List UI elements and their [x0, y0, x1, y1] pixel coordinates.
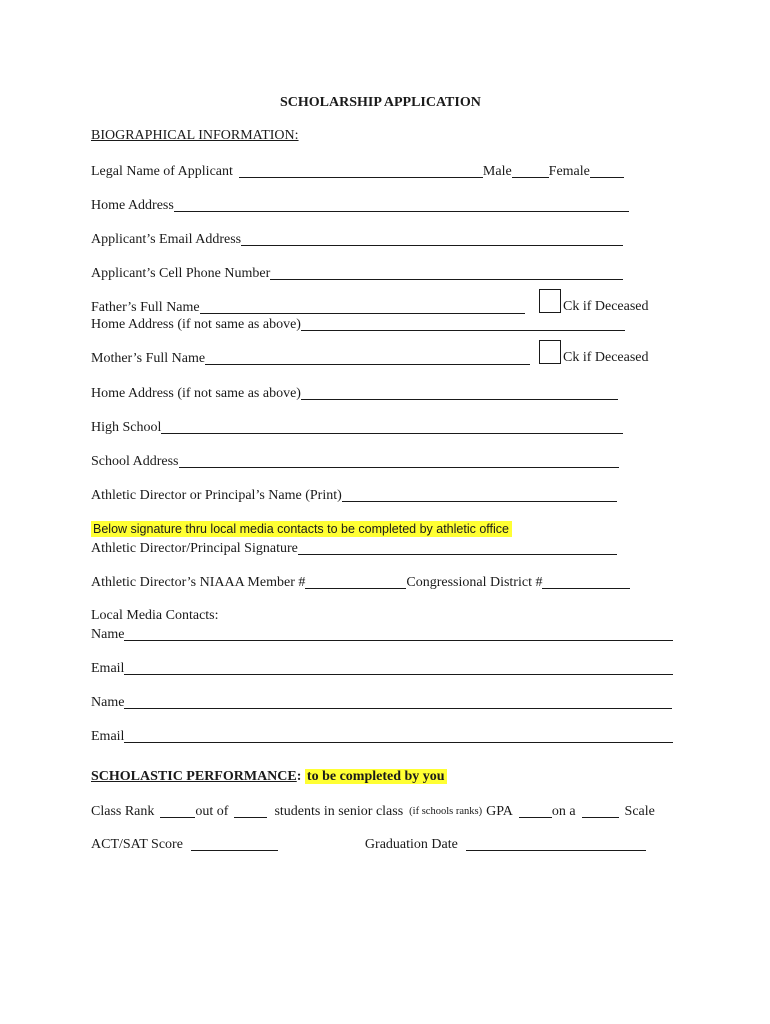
father-name-row	[91, 298, 525, 316]
mother-home-address-row	[91, 384, 618, 402]
father-home-address-field[interactable]	[301, 330, 625, 331]
father-home-address-label: Home Address (if not same as above)	[91, 317, 301, 332]
high-school-field[interactable]	[161, 433, 623, 434]
media-name-field-2[interactable]	[124, 708, 672, 709]
media-email-row-1	[91, 659, 673, 677]
legal-name-label: Legal Name of Applicant	[91, 164, 233, 179]
students-label: students in senior class	[274, 804, 404, 819]
class-size-field[interactable]	[234, 817, 267, 818]
act-sat-row	[91, 835, 646, 853]
mother-name-label: Mother’s Full Name	[91, 351, 206, 366]
home-address-field[interactable]	[174, 211, 629, 212]
legal-name-field[interactable]	[239, 177, 483, 178]
father-deceased-checkbox[interactable]	[539, 289, 561, 313]
applicant-email-label: Applicant’s Email Address	[91, 232, 242, 247]
scholastic-heading-colon: :	[296, 769, 302, 784]
graduation-date-label: Graduation Date	[364, 837, 458, 852]
ad-name-row	[91, 486, 617, 504]
school-address-label: School Address	[91, 454, 179, 469]
niaaa-field[interactable]	[305, 588, 406, 589]
gpa-field[interactable]	[519, 817, 552, 818]
congressional-district-label: Congressional District #	[406, 575, 543, 590]
media-name-row-1	[91, 625, 673, 643]
graduation-date-field[interactable]	[466, 850, 646, 851]
section-heading-biographical: BIOGRAPHICAL INFORMATION:	[91, 128, 299, 143]
female-field[interactable]	[590, 177, 624, 178]
niaaa-row	[91, 573, 630, 591]
media-name-field-1[interactable]	[124, 640, 673, 641]
ad-name-field[interactable]	[342, 501, 617, 502]
father-home-address-row	[91, 315, 625, 333]
congressional-district-field[interactable]	[542, 588, 630, 589]
form-title: SCHOLARSHIP APPLICATION	[280, 95, 481, 110]
mother-name-field[interactable]	[205, 364, 530, 365]
applicant-email-row	[91, 230, 623, 248]
gpa-label: GPA	[486, 804, 513, 819]
act-sat-label: ACT/SAT Score	[91, 837, 183, 852]
media-email-field-1[interactable]	[124, 674, 673, 675]
media-email-label: Email	[91, 729, 125, 744]
niaaa-label: Athletic Director’s NIAAA Member #	[91, 575, 306, 590]
cell-phone-field[interactable]	[270, 279, 623, 280]
media-name-row-2	[91, 693, 672, 711]
high-school-label: High School	[91, 420, 162, 435]
father-name-field[interactable]	[200, 313, 525, 314]
mother-deceased-checkbox[interactable]	[539, 340, 561, 364]
scholastic-note: to be completed by you	[306, 769, 445, 784]
out-of-label: out of	[195, 804, 229, 819]
media-email-field-2[interactable]	[124, 742, 673, 743]
high-school-row	[91, 418, 623, 436]
male-label: Male	[482, 164, 512, 179]
ad-signature-row	[91, 539, 617, 557]
legal-name-row	[91, 162, 624, 180]
home-address-row	[91, 196, 629, 214]
father-name-label: Father’s Full Name	[91, 300, 200, 315]
school-address-field[interactable]	[179, 467, 619, 468]
gpa-scale-field[interactable]	[582, 817, 619, 818]
class-rank-field[interactable]	[160, 817, 195, 818]
mother-deceased-label: Ck if Deceased	[563, 350, 649, 365]
scale-label: Scale	[624, 804, 655, 819]
mother-home-address-label: Home Address (if not same as above)	[91, 386, 301, 401]
male-field[interactable]	[512, 177, 549, 178]
female-label: Female	[548, 164, 590, 179]
athletic-office-note: Below signature thru local media contacts to be completed by athletic office	[91, 521, 512, 537]
media-email-label: Email	[91, 661, 125, 676]
act-sat-field[interactable]	[191, 850, 278, 851]
if-ranks-note: (if schools ranks)	[409, 806, 483, 817]
mother-home-address-field[interactable]	[301, 399, 618, 400]
media-email-row-2	[91, 727, 673, 745]
ad-signature-label: Athletic Director/Principal Signature	[91, 541, 298, 556]
scholastic-heading-text: SCHOLASTIC PERFORMANCE	[91, 769, 297, 784]
section-heading-scholastic	[91, 769, 447, 785]
media-name-label: Name	[91, 695, 125, 710]
ad-name-label: Athletic Director or Principal’s Name (Print)	[91, 488, 342, 503]
cell-phone-row	[91, 264, 623, 282]
media-name-label: Name	[91, 627, 125, 642]
class-rank-row	[91, 802, 655, 820]
father-deceased-label: Ck if Deceased	[563, 299, 649, 314]
cell-phone-label: Applicant’s Cell Phone Number	[91, 266, 271, 281]
on-a-label: on a	[551, 804, 576, 819]
ad-signature-field[interactable]	[298, 554, 617, 555]
school-address-row	[91, 452, 619, 470]
local-media-heading: Local Media Contacts:	[91, 608, 219, 623]
applicant-email-field[interactable]	[241, 245, 623, 246]
mother-name-row	[91, 349, 530, 367]
class-rank-label: Class Rank	[91, 804, 155, 819]
home-address-label: Home Address	[91, 198, 174, 213]
